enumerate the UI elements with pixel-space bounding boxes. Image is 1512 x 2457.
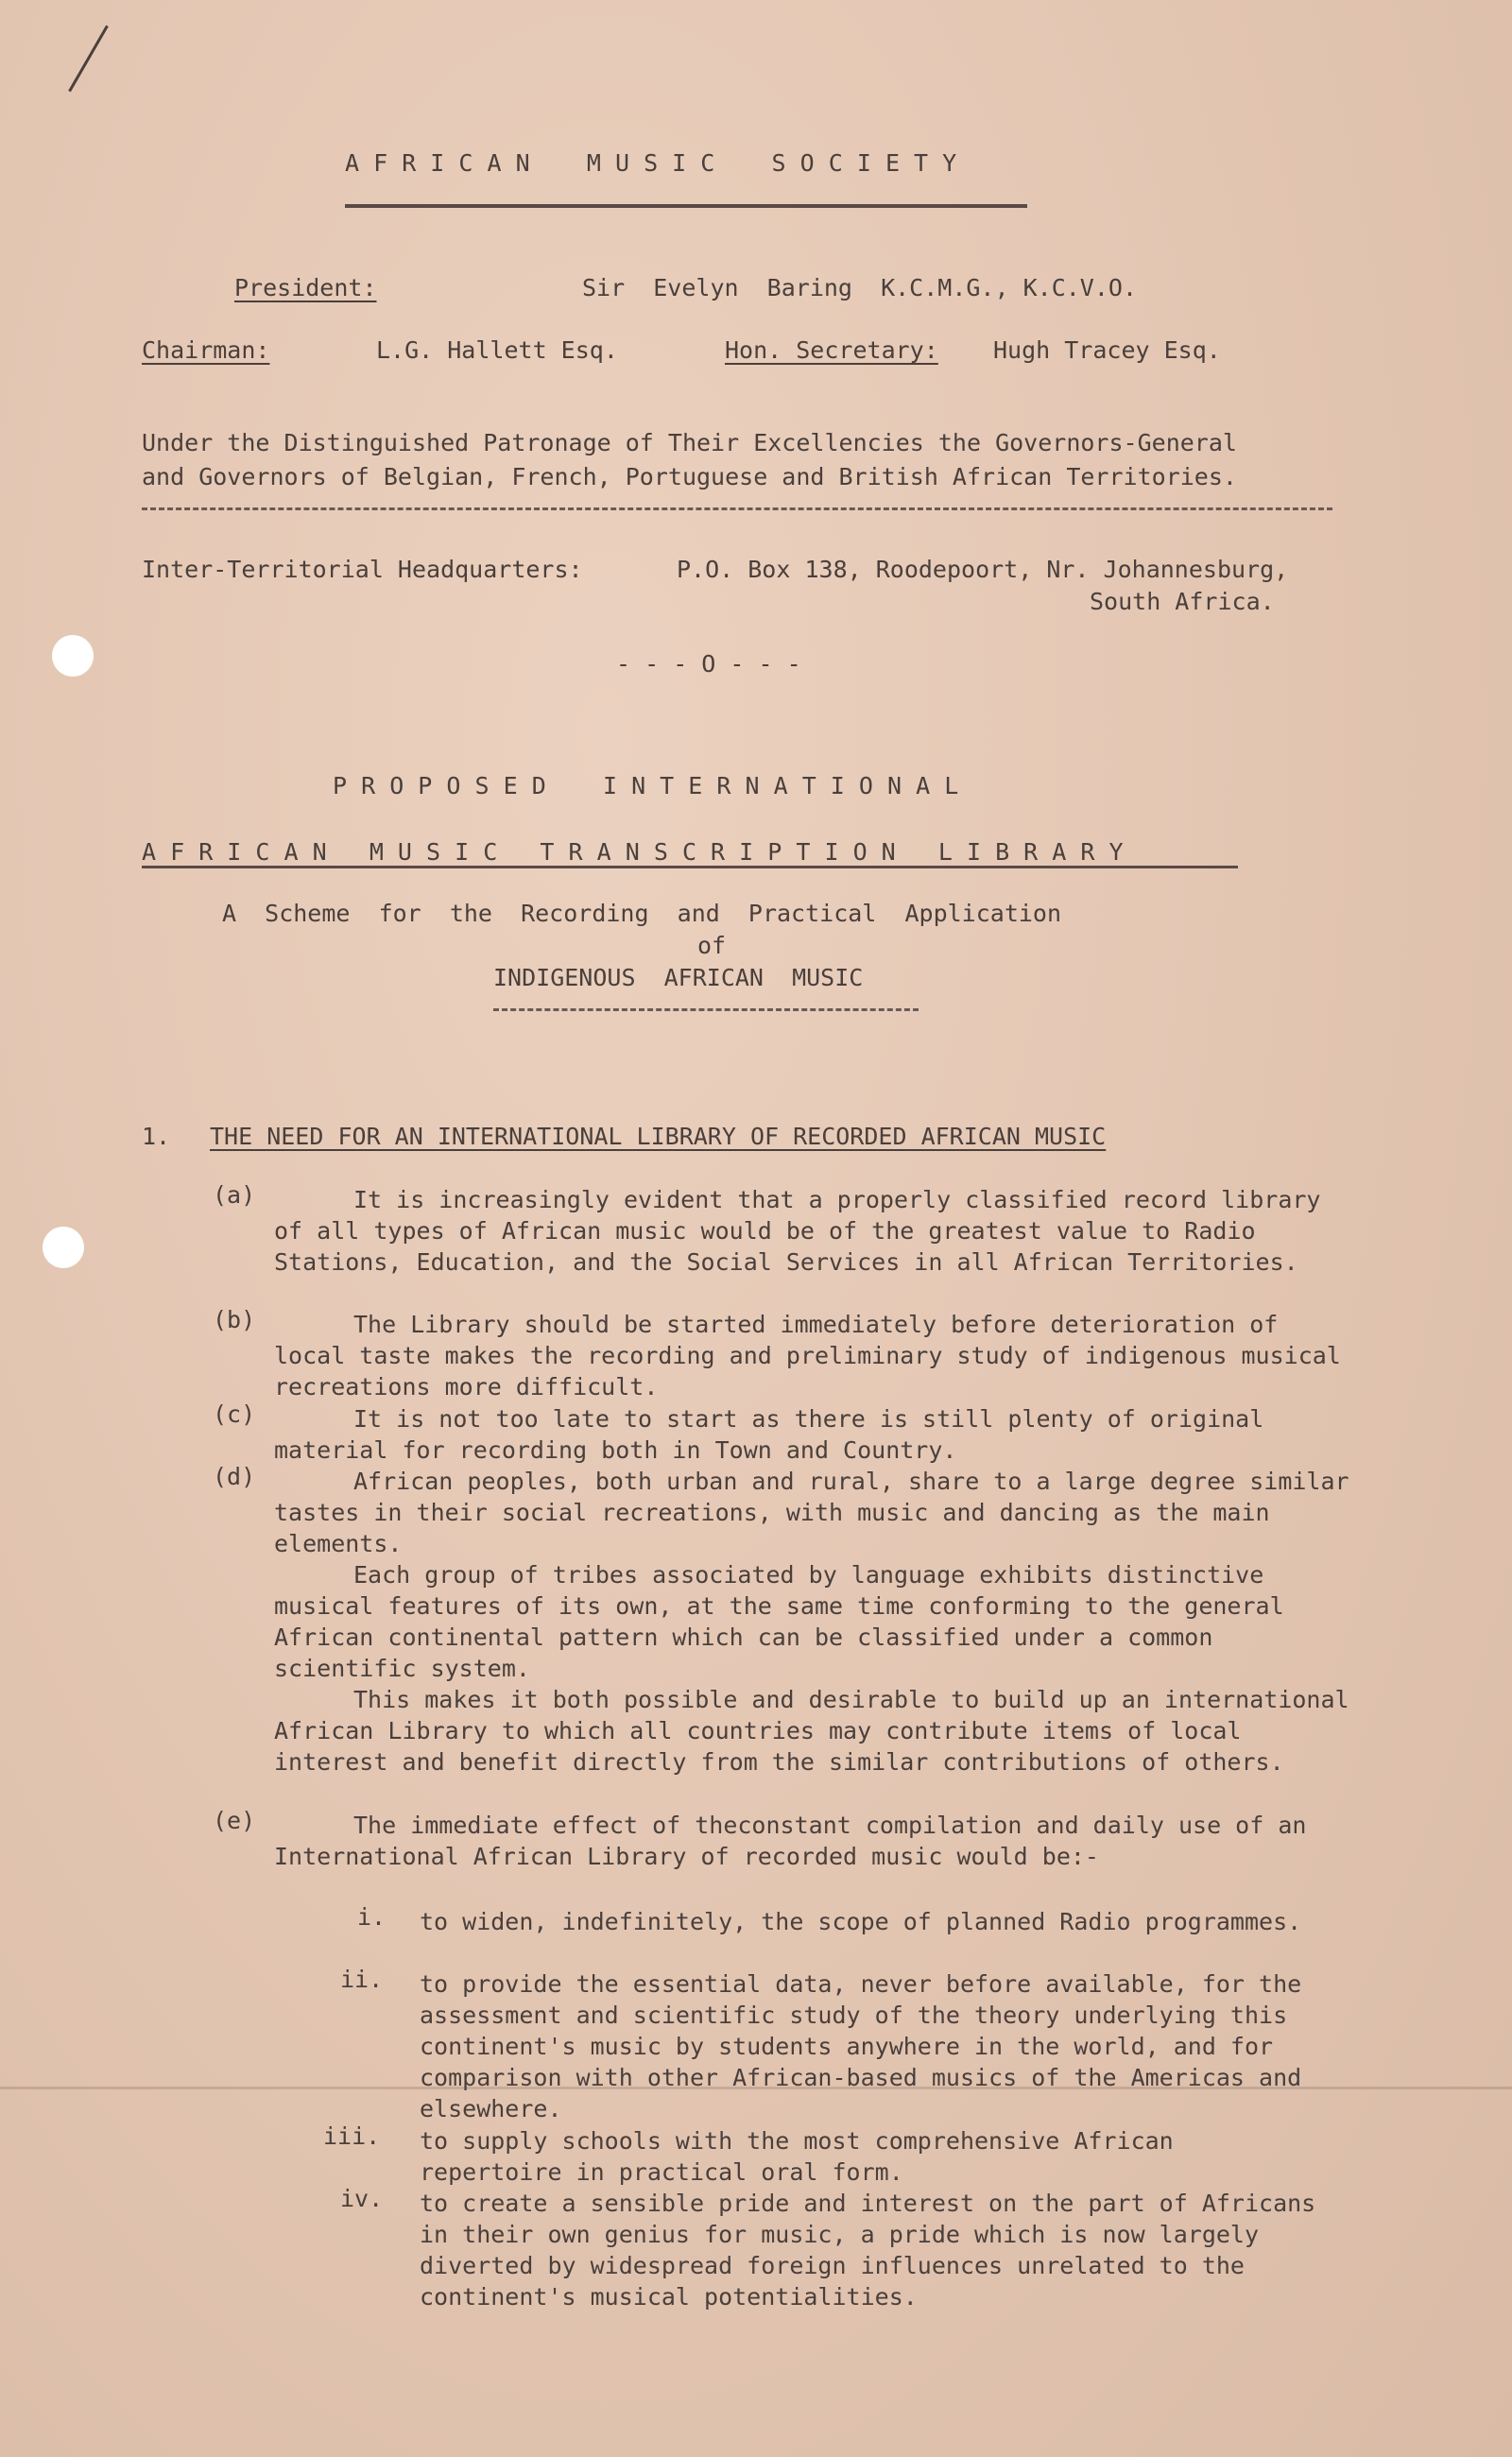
president-name: Sir Evelyn Baring K.C.M.G., K.C.V.O. <box>582 274 1137 301</box>
item-d-paragraph-3: This makes it both possible and desirable to build up an international African Library to which all countries may contribute items of local interest and benefit directly from the similar contributions of others. <box>274 1686 1349 1776</box>
item-e-label: (e) <box>213 1807 256 1834</box>
society-underline <box>345 204 1027 208</box>
item-a-label: (a) <box>213 1181 256 1209</box>
item-c-text: It is not too late to start as there is still plenty of original material for recording both in Town and Country. <box>274 1405 1264 1464</box>
item-a-text: It is increasingly evident that a properly classified record library of all types of African music would be of the greatest value to Radio Stations, Education, and the Social Services in all African Territories. <box>274 1186 1321 1276</box>
punch-hole-top <box>52 635 94 677</box>
item-d-label: (d) <box>213 1463 256 1490</box>
sub-item-iv-text: to create a sensible pride and interest on the part of Africans in their own genius for music, a pride which is now largely diverted by widespread foreign influences unrelated to the continent's musical potentialities. <box>420 2190 1316 2311</box>
hq-address-line-2: South Africa. <box>1090 588 1275 615</box>
sub-item-iii-label: iii. <box>323 2122 381 2150</box>
patronage-line-2: and Governors of Belgian, French, Portuguese and British African Territories. <box>142 463 1237 490</box>
sub-item-iii-text: to supply schools with the most comprehensive African repertoire in practical oral form. <box>420 2127 1174 2186</box>
section-number: 1. <box>142 1123 171 1150</box>
patronage-line-1: Under the Distinguished Patronage of Their Excellencies the Governors-General <box>142 429 1237 456</box>
sub-item-i-label: i. <box>357 1903 387 1931</box>
title-line-1: P R O P O S E D I N T E R N A T I O N A L <box>333 772 959 799</box>
section-heading: THE NEED FOR AN INTERNATIONAL LIBRARY OF RECORDED AFRICAN MUSIC <box>210 1123 1107 1150</box>
subtitle-line-2: of <box>697 932 727 959</box>
subtitle-line-1: A Scheme for the Recording and Practical Application <box>222 900 1062 927</box>
sub-item-i-text: to widen, indefinitely, the scope of planned Radio programmes. <box>420 1908 1302 1935</box>
dashed-divider <box>142 507 1332 510</box>
president-label: President: <box>234 274 377 301</box>
item-b-text: The Library should be started immediately before deterioration of local taste makes the recording and preliminary study of indigenous musical recreations more difficult. <box>274 1311 1341 1400</box>
punch-hole-bottom <box>43 1227 84 1268</box>
hq-address-line-1: P.O. Box 138, Roodepoort, Nr. Johannesburg, <box>677 556 1289 583</box>
hq-label: Inter-Territorial Headquarters: <box>142 556 583 583</box>
subtitle-line-3: INDIGENOUS AFRICAN MUSIC <box>493 964 864 991</box>
pen-mark <box>68 26 109 93</box>
item-c-label: (c) <box>213 1400 256 1428</box>
sub-item-ii-text: to provide the essential data, never before available, for the assessment and scientific study of the theory underlying this continent's music by students anywhere in the world, and for comparison with other African-based musics of the Americas and elsewhere. <box>420 1970 1302 2122</box>
chairman-label: Chairman: <box>142 336 270 364</box>
secretary-name: Hugh Tracey Esq. <box>993 336 1221 364</box>
chairman-name: L.G. Hallett Esq. <box>376 336 618 364</box>
sub-item-iv-label: iv. <box>340 2185 384 2212</box>
item-b-label: (b) <box>213 1306 256 1333</box>
title-underline <box>142 866 1238 868</box>
society-name: A F R I C A N M U S I C S O C I E T Y <box>345 149 957 177</box>
item-d-paragraph-2: Each group of tribes associated by language exhibits distinctive musical features of its own, at the same time conforming to the general African continental pattern which can be classified under a common scientific system. <box>274 1561 1284 1682</box>
secretary-label: Hon. Secretary: <box>725 336 938 364</box>
sub-item-ii-label: ii. <box>340 1966 384 1993</box>
item-e-text: The immediate effect of theconstant compilation and daily use of an International African Library of recorded music would be:- <box>274 1812 1307 1870</box>
item-d-text: African peoples, both urban and rural, share to a large degree similar tastes in their social recreations, with music and dancing as the main elements. <box>274 1468 1349 1557</box>
subtitle-dashed-rule <box>493 1008 919 1011</box>
title-line-2: A F R I C A N M U S I C T R A N S C R I P T I O N L I B R A R Y <box>142 838 1124 866</box>
separator: - - - O - - - <box>616 650 801 678</box>
